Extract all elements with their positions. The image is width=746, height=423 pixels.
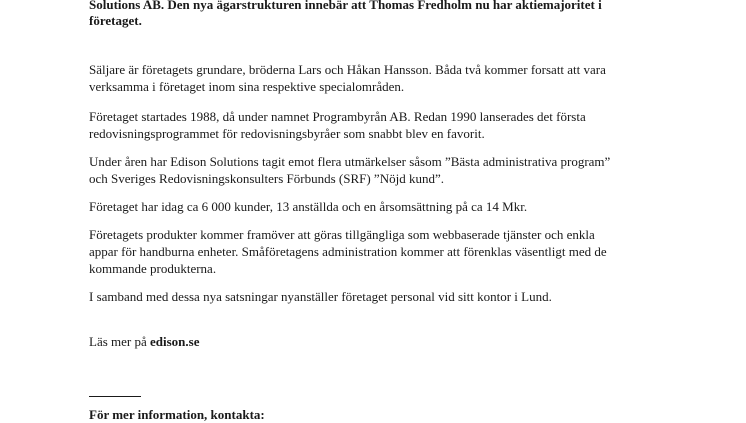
paragraph-awards-line-2: och Sveriges Redovisningskonsulters Förbunds (SRF) ”Nöjd kund”. bbox=[89, 171, 444, 186]
divider-rule bbox=[89, 396, 141, 397]
read-more bbox=[89, 333, 200, 350]
paragraph-sellers-line-2: verksamma i företaget inom sina respektive specialområden. bbox=[89, 79, 405, 94]
intro-line-1: Solutions AB. Den nya ägarstrukturen innebär att Thomas Fredholm nu har aktiemajoritet i bbox=[89, 0, 602, 12]
paragraph-history-line-2: redovisningsprogrammet för redovisningsbyråer som snabbt blev en favorit. bbox=[89, 126, 485, 141]
paragraph-products-line-3: kommande produkterna. bbox=[89, 261, 217, 276]
paragraph-history-line-1: Företaget startades 1988, då under namnet Programbyrån AB. Redan 1990 lanserades det första bbox=[89, 109, 586, 124]
contact-heading: För mer information, kontakta: bbox=[89, 407, 265, 422]
read-more-prefix: Läs mer på bbox=[89, 334, 151, 349]
paragraph-hiring-line-1: I samband med dessa nya satsningar nyanställer företaget personal vid sitt kontor i Lund. bbox=[89, 289, 552, 304]
paragraph-awards-line-1: Under åren har Edison Solutions tagit emot flera utmärkelser såsom ”Bästa administrativa program” bbox=[89, 154, 611, 169]
intro-line-2: företaget. bbox=[89, 13, 142, 28]
read-more-link[interactable]: edison.se bbox=[150, 334, 200, 349]
paragraph-sellers-line-1: Säljare är företagets grundare, bröderna Lars och Håkan Hansson. Båda två kommer forsatt att vara bbox=[89, 62, 606, 77]
paragraph-stats-line-1: Företaget har idag ca 6 000 kunder, 13 anställda och en årsomsättning på ca 14 Mkr. bbox=[89, 199, 528, 214]
paragraph-products-line-1: Företagets produkter kommer framöver att göras tillgängliga som webbaserade tjänster och enkla bbox=[89, 227, 595, 242]
paragraph-products-line-2: appar för handburna enheter. Småföretagens administration kommer att förenklas väsentligt med de bbox=[89, 244, 607, 259]
